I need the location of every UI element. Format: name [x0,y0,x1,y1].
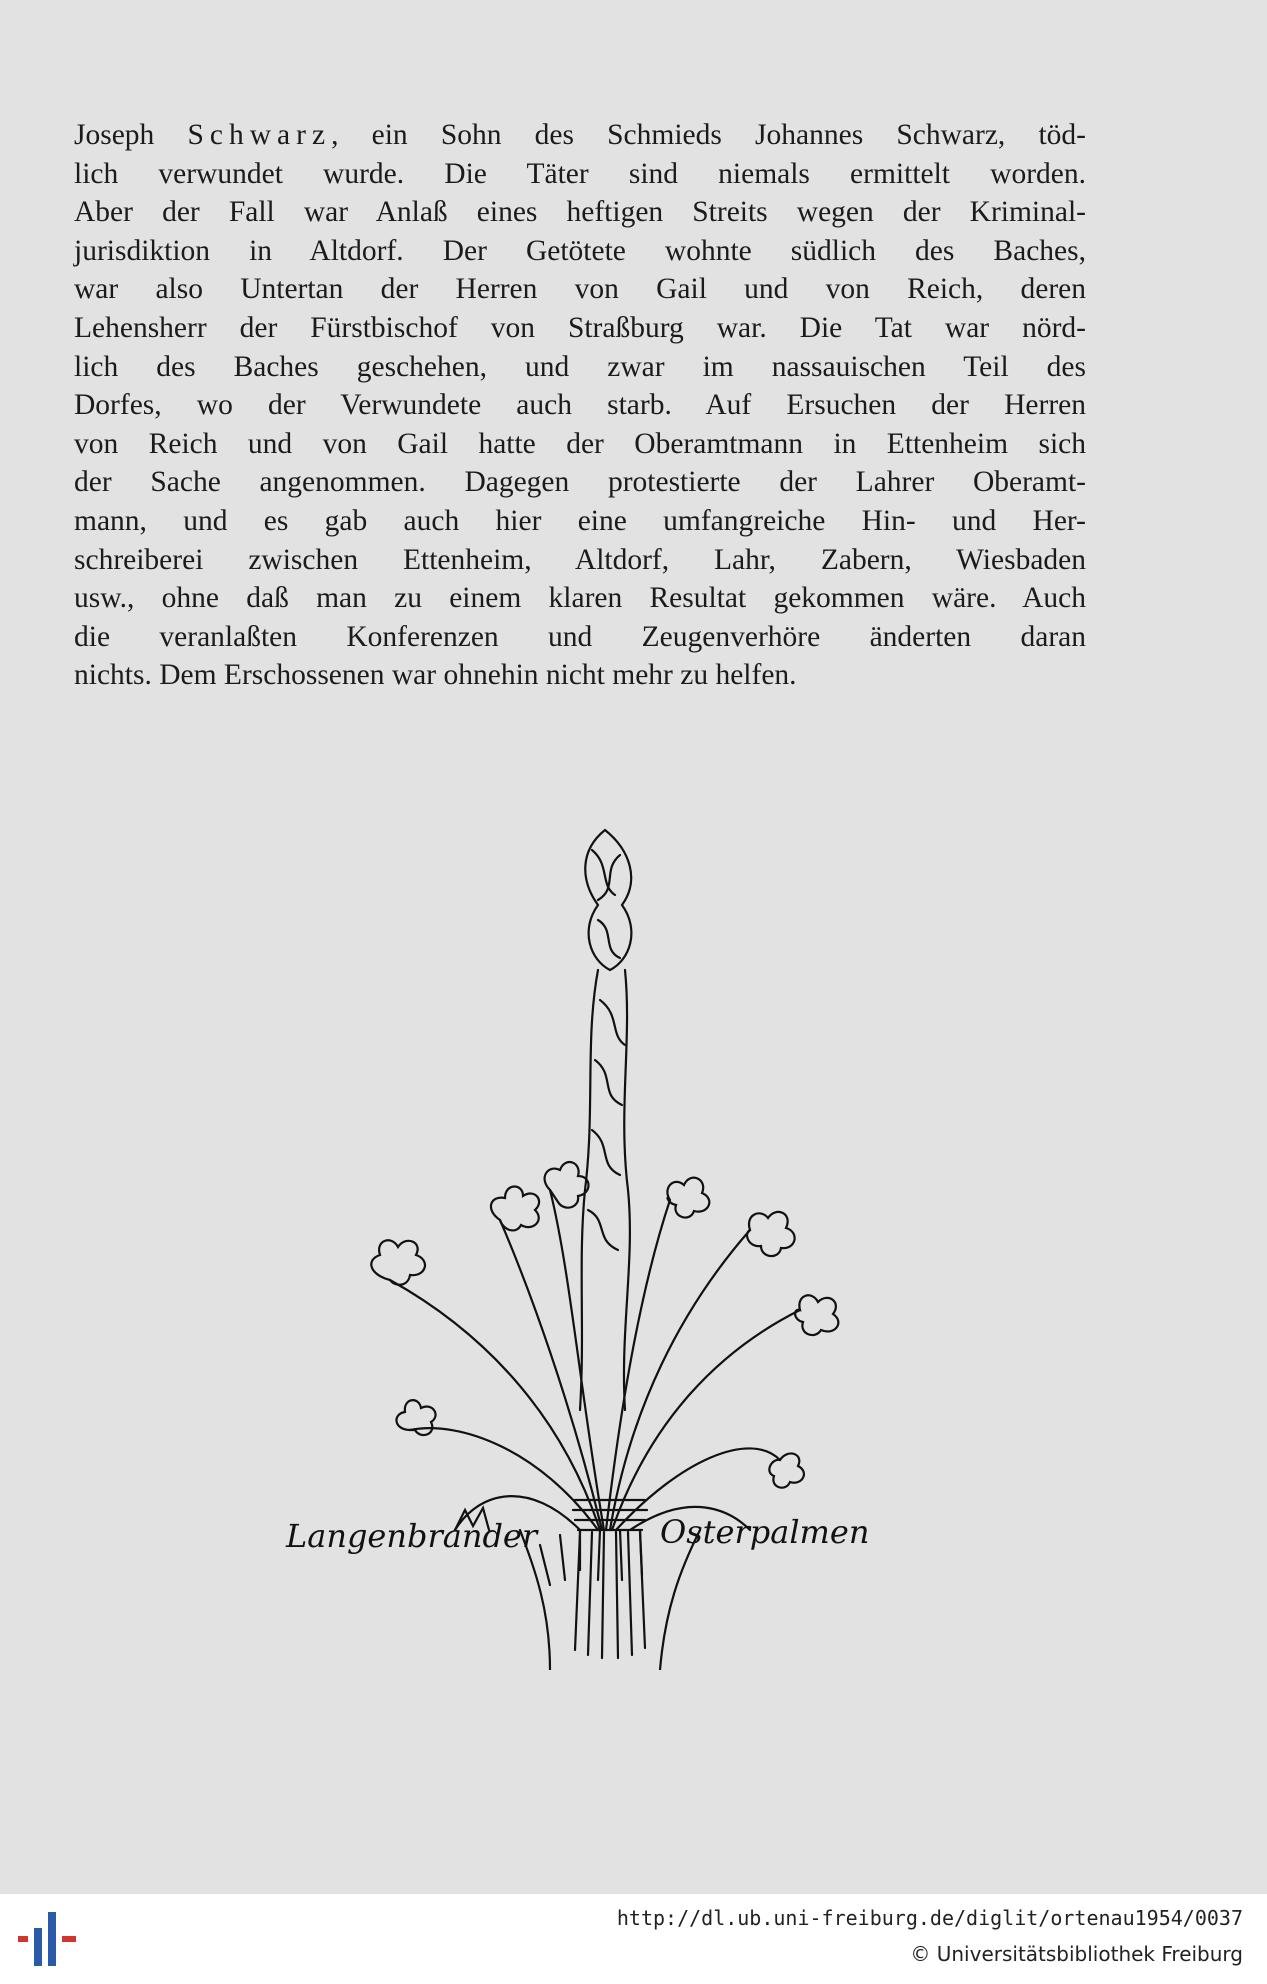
body-text [74,116,1086,695]
text-line: schreiberei zwischen Ettenheim, Altdorf, Lahr, Zabern, Wiesbaden [74,543,1086,576]
text-line: Dorfes, wo der Verwundete auch starb. Auf Ersuchen der Herren [74,389,1086,422]
text-line: Joseph Schwarz, ein Sohn des Schmieds Johannes Schwarz, töd- [74,119,1086,151]
text-line: Aber der Fall war Anlaß eines heftigen Streits wegen der Kriminal- [74,196,1086,229]
spaced-name: Schwarz [187,119,332,151]
footer [0,1894,1267,1984]
text-line: der Sache angenommen. Dagegen protestierte der Lahrer Oberamt- [74,466,1086,499]
copyright-text: © Universitätsbibliothek Freiburg [910,1942,1243,1966]
source-url-link[interactable]: http://dl.ub.uni-freiburg.de/diglit/ortenau1954/0037 [616,1906,1243,1930]
text-line: von Reich und von Gail hatte der Oberamtmann in Ettenheim sich [74,427,1086,460]
caption-left: Langenbrander [286,1517,538,1555]
text-line: mann, und es gab auch hier eine umfangreiche Hin- und Her- [74,504,1086,537]
text-line: die veranlaßten Konferenzen und Zeugenverhöre änderten daran [74,620,1086,653]
text-line: Lehensherr der Fürstbischof von Straßburg war. Die Tat war nörd- [74,311,1086,344]
text-line: nichts. Dem Erschossenen war ohnehin nicht mehr zu helfen. [74,659,797,692]
caption-right: Osterpalmen [660,1513,870,1551]
text-line: lich des Baches geschehen, und zwar im nassauischen Teil des [74,350,1086,383]
library-logo-icon [14,1906,84,1976]
text-line: lich verwundet wurde. Die Täter sind niemals ermittelt worden. [74,157,1086,190]
text-line: jurisdiktion in Altdorf. Der Getötete wohnte südlich des Baches, [74,234,1086,267]
text-line: usw., ohne daß man zu einem klaren Resultat gekommen wäre. Auch [74,582,1086,615]
text-line: war also Untertan der Herren von Gail und von Reich, deren [74,273,1086,306]
